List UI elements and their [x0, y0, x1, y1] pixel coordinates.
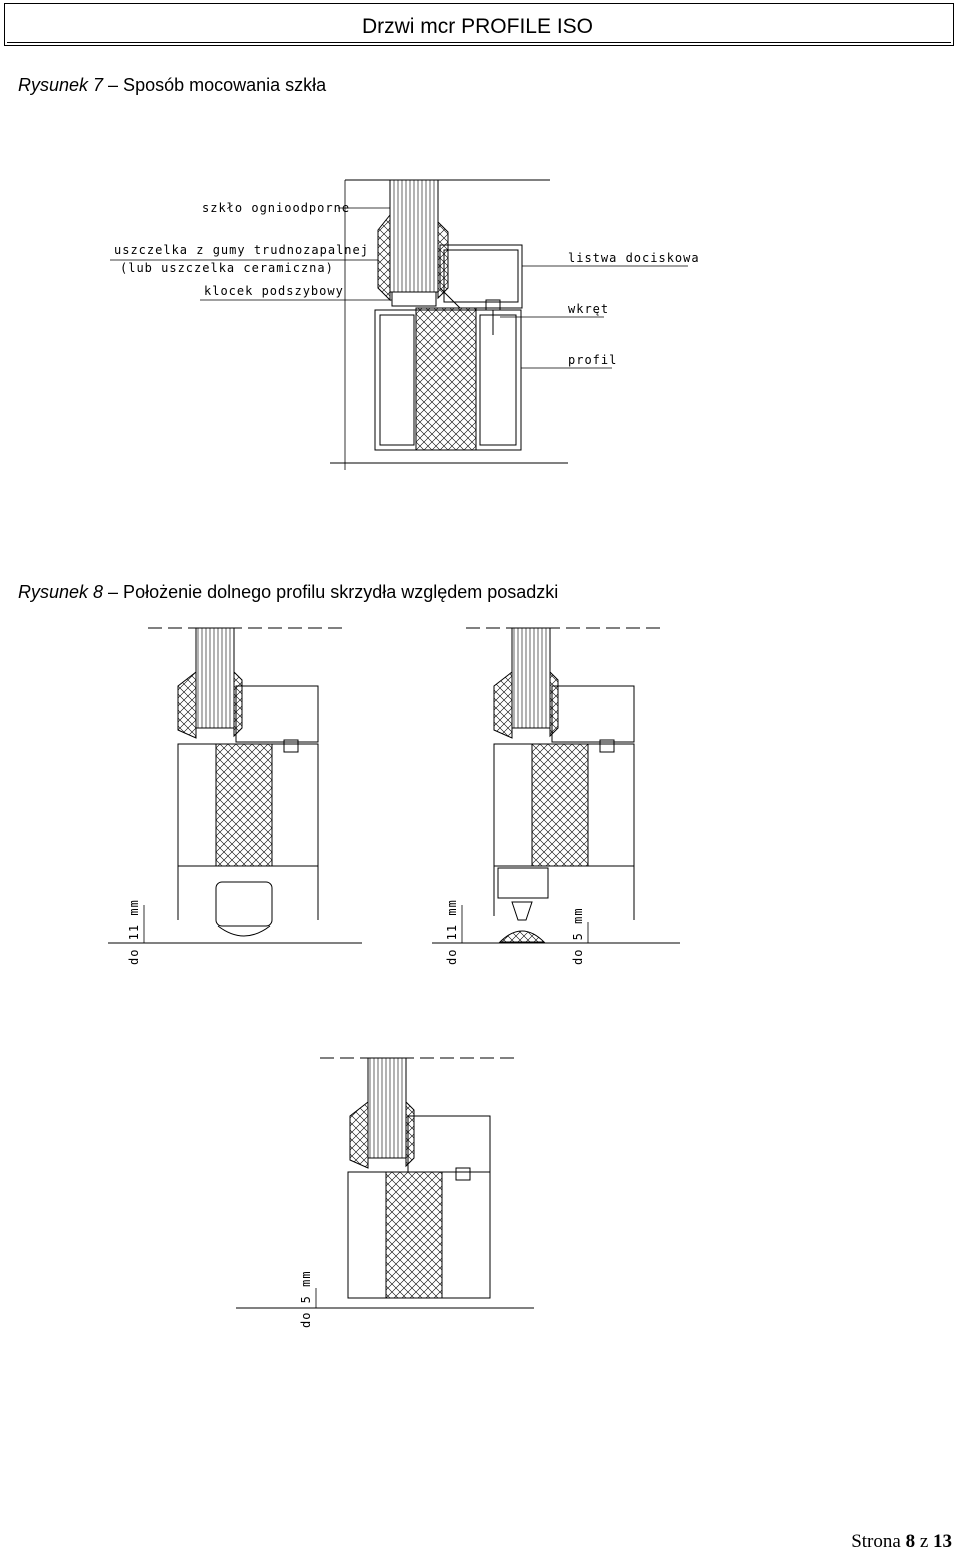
figure7-caption — [18, 75, 326, 96]
label-screw: wkręt — [568, 302, 610, 316]
label-profile: profil — [568, 353, 618, 367]
seal-right — [438, 222, 448, 298]
figure7-caption-label: Rysunek 7 — [18, 75, 104, 95]
dim-bottom: do 5 mm — [299, 1270, 313, 1328]
dim-right-b: do 5 mm — [571, 907, 585, 965]
label-seal-line1: uszczelka z gumy trudnozapalnej — [114, 243, 369, 257]
figure7-drawing — [0, 170, 960, 470]
insulation-core — [416, 308, 476, 450]
label-glass: szkło ognioodporne — [202, 201, 351, 215]
figure8-caption — [18, 582, 558, 603]
footer-page-number: 8 — [905, 1531, 916, 1552]
figure7-caption-text: – Sposób mocowania szkła — [103, 75, 327, 95]
footer-middle: z — [915, 1531, 933, 1552]
figure8-caption-text: – Położenie dolnego profilu skrzydła względem posadzki — [103, 582, 559, 602]
footer-prefix: Strona — [851, 1531, 906, 1552]
label-seal-line2: (lub uszczelka ceramiczna) — [120, 261, 334, 275]
figure8-drawing — [0, 620, 960, 1340]
label-block: klocek podszybowy — [204, 284, 344, 298]
glass-pane — [390, 180, 438, 292]
dim-left: do 11 mm — [127, 899, 141, 965]
label-bead: listwa dociskowa — [568, 251, 700, 265]
page-footer — [851, 1531, 952, 1553]
figure8-caption-label: Rysunek 8 — [18, 582, 104, 602]
setting-block — [392, 292, 436, 306]
header-box — [4, 3, 954, 46]
dim-right-a: do 11 mm — [445, 899, 459, 965]
header-title: Drzwi mcr PROFILE ISO — [361, 15, 593, 38]
footer-page-total: 13 — [933, 1531, 952, 1552]
seal-left — [378, 215, 390, 300]
